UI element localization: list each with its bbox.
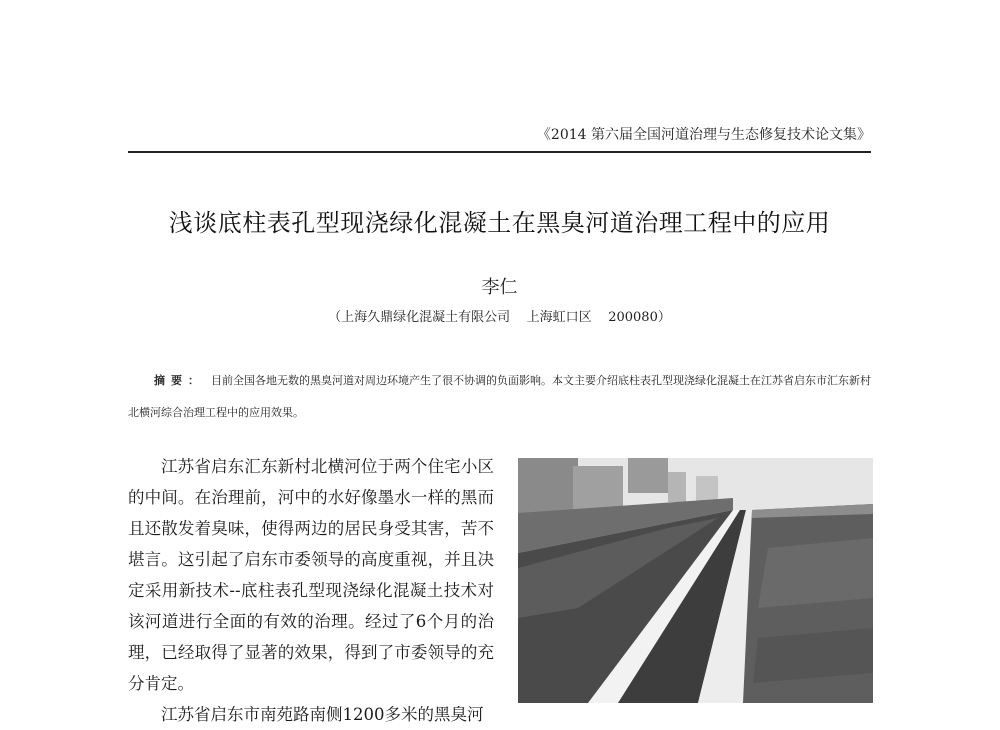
abstract-text: 目前全国各地无数的黑臭河道对周边环境产生了很不协调的负面影响。本文主要介绍底柱表孔型现浇绿化混凝土在江苏省启东市汇东新村北横河综合治理工程中的应用效果。 [128,374,871,419]
author-name: 李仁 [481,277,518,298]
river-photo [518,458,873,703]
author-affiliation: （上海久鼎绿化混凝土有限公司 上海虹口区 200080） [328,310,671,325]
header-rule [128,151,871,153]
body-paragraph: 江苏省启东汇东新村北横河位于两个住宅小区的中间。在治理前，河中的水好像墨水一样的黑而且还散发着臭味，使得两边的居民身受其害，苦不堪言。这引起了启东市委领导的高度重视，并且决定采用新技术--底柱表孔型现浇绿化混凝土技术对该河道进行全面的有效的治理。经过了6个月的治理，已经取得了显著的效果，得到了市委领导的充分肯定。 [128,457,494,693]
photo-building [668,472,686,502]
photo-soil-texture [758,538,873,608]
photo-building [518,458,578,518]
running-header: 《2014 第六届全国河道治理与生态修复技术论文集》 [536,127,871,143]
body-text [128,451,494,724]
abstract [128,365,871,429]
photo-building [628,458,668,493]
river-photo-illustration [518,458,873,703]
photo-building [573,466,623,511]
body-paragraph: 江苏省启东市南苑路南侧1200多米的黑臭河 [161,705,484,724]
paper-title: 浅谈底柱表孔型现浇绿化混凝土在黑臭河道治理工程中的应用 [168,209,831,237]
abstract-label: 摘要： [154,374,205,387]
